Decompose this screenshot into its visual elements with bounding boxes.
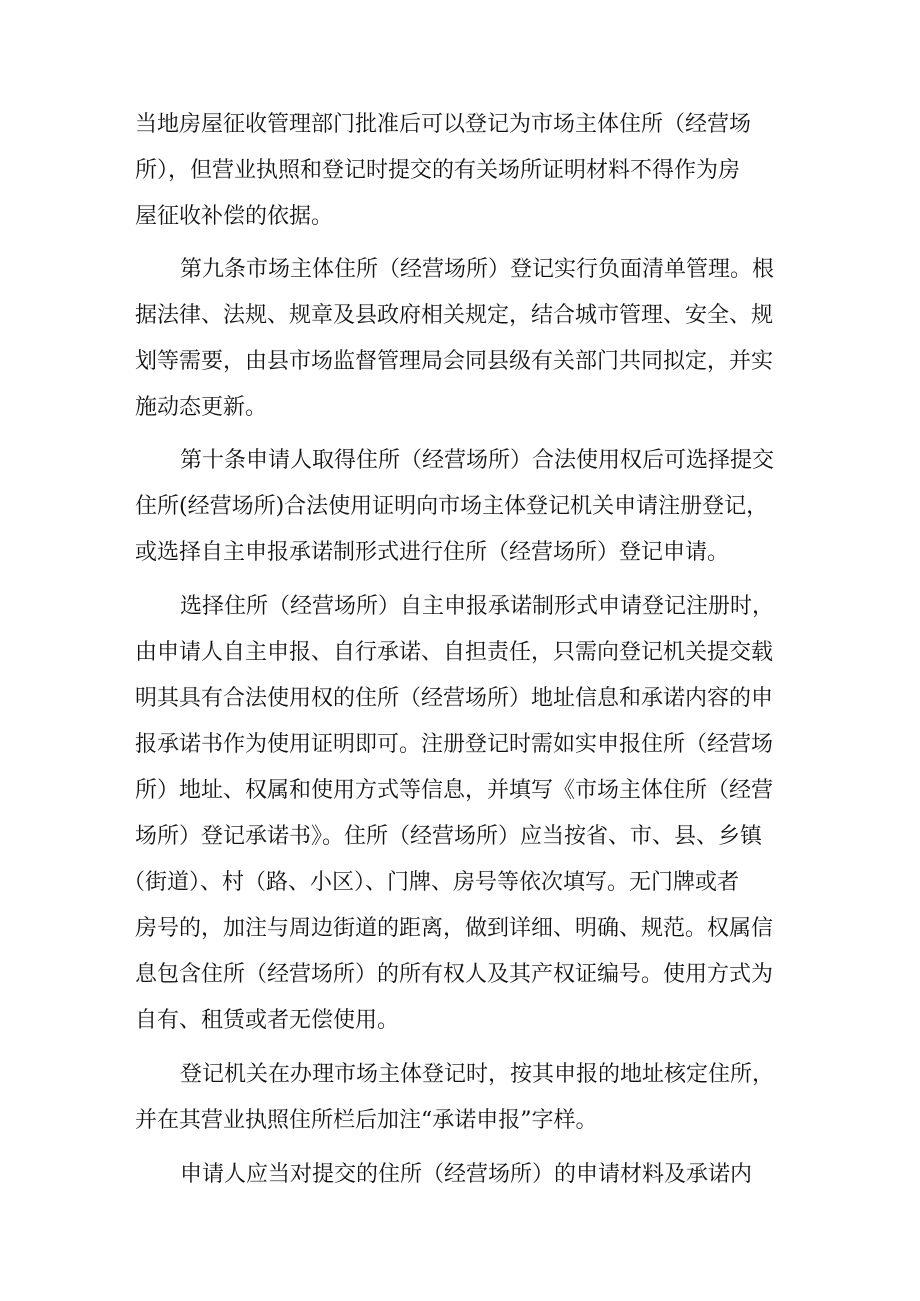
text-line: 第十条申请人取得住所（经营场所）合法使用权后可选择提交 <box>180 448 775 473</box>
text-line: 选择住所（经营场所）自主申报承诺制形式申请登记注册时， <box>180 594 775 619</box>
text-line: 划等需要，由县市场监督管理局会同县级有关部门共同拟定，并实 <box>135 349 774 374</box>
text-line: 自有、租赁或者无偿使用。 <box>135 1008 400 1033</box>
text-line: 所），但营业执照和登记时提交的有关场所证明材料不得作为房 <box>135 158 741 183</box>
text-line: 据法律、法规、规章及县政府相关规定，结合城市管理、安全、规 <box>135 303 774 328</box>
text-line: 场所）登记承诺书》。住所（经营场所）应当按省、市、县、乡镇 <box>135 824 763 849</box>
text-line: 所）地址、权属和使用方式等信息，并填写《市场主体住所（经营 <box>135 778 774 803</box>
text-line: 登记机关在办理市场主体登记时，按其申报的地址核定住所， <box>180 1062 775 1087</box>
text-line: 当地房屋征收管理部门批准后可以登记为市场主体住所（经营场 <box>135 112 752 137</box>
text-line: 或选择自主申报承诺制形式进行住所（经营场所）登记申请。 <box>135 540 730 565</box>
text-line: 报承诺书作为使用证明即可。注册登记时需如实申报住所（经营场 <box>135 732 774 757</box>
text-line: 住所(经营场所)合法使用证明向市场主体登记机关申请注册登记， <box>135 494 769 519</box>
text-line: 施动态更新。 <box>135 395 268 420</box>
text-line: 息包含住所（经营场所）的所有权人及其产权证编号。使用方式为 <box>135 962 774 987</box>
text-line: 屋征收补偿的依据。 <box>135 204 334 229</box>
text-line: 房号的，加注与周边街道的距离，做到详细、明确、规范。权属信 <box>135 916 774 941</box>
text-line: 由申请人自主申报、自行承诺、自担责任，只需向登记机关提交载 <box>135 640 774 665</box>
text-line: 第九条市场主体住所（经营场所）登记实行负面清单管理。根 <box>180 257 775 282</box>
text-line: 申请人应当对提交的住所（经营场所）的申请材料及承诺内 <box>180 1162 753 1187</box>
text-line: （街道）、村（路、小区）、门牌、房号等依次填写。无门牌或者 <box>123 870 740 895</box>
text-line: 并在其营业执照住所栏后加注“承诺申报”字样。 <box>135 1108 598 1133</box>
text-line: 明其具有合法使用权的住所（经营场所）地址信息和承诺内容的申 <box>135 686 774 711</box>
